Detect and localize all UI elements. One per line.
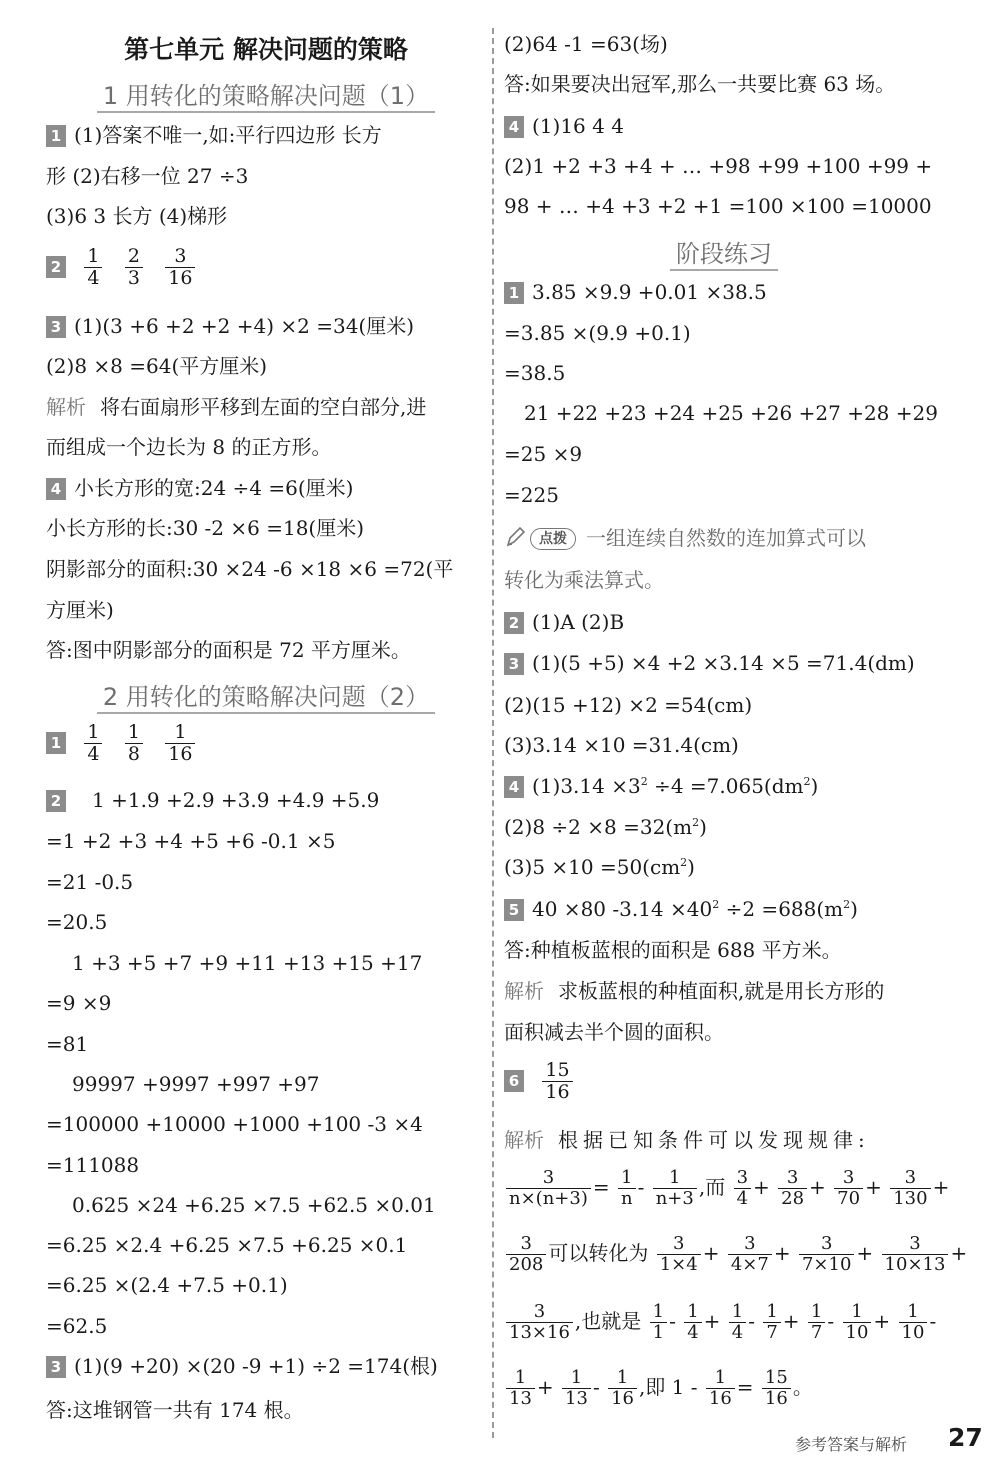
p3-badge: 3 xyxy=(504,653,524,675)
p1-line-1: 1 3.85 ×9.9 +0.01 ×38.5 xyxy=(504,278,767,306)
fraction: $\frac{3}{n\times(n+3)}$ xyxy=(506,1168,591,1209)
p6-analysis-1: 解析 根据已知条件可以发现规律: xyxy=(504,1128,870,1152)
column-divider xyxy=(492,28,494,1438)
fraction: $\frac{1}{16}$ xyxy=(706,1368,735,1409)
s2-q3-badge: 3 xyxy=(46,1356,66,1378)
fraction: $\frac{1}{10}$ xyxy=(899,1302,928,1343)
p1-line-2: =3.85 ×(9.9 +0.1) xyxy=(504,321,691,345)
p5-answer: 答:种植板蓝根的面积是 688 平方米。 xyxy=(504,938,842,962)
section-1-title: 1 用转化的策略解决问题（1） xyxy=(46,76,486,111)
r4-line-3: 98 + … +4 +3 +2 +1 =100 ×100 =10000 xyxy=(504,194,932,218)
fraction: $\frac{1}{7}$ xyxy=(808,1302,825,1343)
fraction: $\frac{15}{16}$ xyxy=(542,1060,572,1103)
pencil-icon xyxy=(504,525,530,547)
p2-line: 2 (1)A (2)B xyxy=(504,608,624,636)
s2-q3-line-1: 3 (1)(9 +20) ×(20 -9 +1) ÷2 =174(根) xyxy=(46,1352,438,1380)
fraction: $\frac{1}{4}$ xyxy=(684,1302,701,1343)
r4-badge: 4 xyxy=(504,116,524,138)
p1-line-5: =25 ×9 xyxy=(504,442,583,466)
fraction: $\frac{1}{1}$ xyxy=(650,1302,667,1343)
p1-badge: 1 xyxy=(504,282,524,304)
p1-line-4: 21 +22 +23 +24 +25 +26 +27 +28 +29 xyxy=(524,401,938,425)
p6-analysis-5: $\frac{1}{13}$ + $\frac{1}{13}$ - $\frac{1}{16}$ ,即 1 - $\frac{1}{16}$ = $\frac{15}{16}$ 。 xyxy=(504,1368,813,1409)
s2-q2-line-3: =21 -0.5 xyxy=(46,870,134,894)
q3-badge: 3 xyxy=(46,316,66,338)
tip-badge: 点拨 xyxy=(530,528,576,550)
fraction: $\frac{3}{208}$ xyxy=(506,1234,546,1275)
q3-line-2: (2)8 ×8 =64(平方厘米) xyxy=(46,354,268,378)
p4-line-3: $(3)5 \times 10 =50(cm^2)$ xyxy=(504,855,695,879)
q3-analysis-1: 解析 将右面扇形平移到左面的空白部分,进 xyxy=(46,395,427,419)
q1-badge: 1 xyxy=(46,125,66,147)
unit-title: 第七单元 解决问题的策略 xyxy=(124,35,408,64)
fraction: $\frac{3}{10\times 13}$ xyxy=(882,1234,949,1275)
s2-q2-line-10: =111088 xyxy=(46,1153,140,1177)
q4-line-2: 小长方形的长:30 -2 ×6 =18(厘米) xyxy=(46,516,365,540)
fraction: $\frac{1}{7}$ xyxy=(763,1302,780,1343)
p5-line-1: 5 40 ×80 $-3.14 \times 40^2 \div 2 =688(m^2)$ xyxy=(504,895,858,923)
tip-line-1: 点拨 一组连续自然数的连加算式可以 xyxy=(504,524,866,552)
s2-q2-line-8: 99997 +9997 +997 +97 xyxy=(72,1072,320,1096)
p2-badge: 2 xyxy=(504,612,524,634)
analysis-label: 解析 xyxy=(504,979,544,1003)
fraction: $\frac{1}{10}$ xyxy=(843,1302,872,1343)
fraction: $\frac{2}{3}$ xyxy=(125,246,143,289)
q2-badge: 2 xyxy=(46,256,66,278)
p6-analysis-3: $\frac{3}{208}$ 可以转化为 $\frac{3}{1\times 4}$ + $\frac{3}{4\times 7}$ + $\frac{3}{7\times 10}$ + $\frac{3}{10\times 13}$ + xyxy=(504,1234,967,1275)
fraction: $\frac{3}{1\times 4}$ xyxy=(657,1234,701,1275)
q3-line-1: 3 (1)(3 +6 +2 +2 +4) ×2 =34(厘米) xyxy=(46,312,414,340)
fraction: $\frac{1}{16}$ xyxy=(165,722,195,765)
tip-line-2: 转化为乘法算式。 xyxy=(504,568,664,592)
p4-line-1: 4 $(1)3.14 \times 3^2 \div 4 =7.065(dm^2)$ xyxy=(504,772,818,800)
p5-analysis-1: 解析 求板蓝根的种植面积,就是用长方形的 xyxy=(504,979,885,1003)
s2-q2-line-11: 0.625 ×24 +6.25 ×7.5 +62.5 ×0.01 xyxy=(72,1193,436,1217)
p3-line-3: (3)3.14 ×10 =31.4(cm) xyxy=(504,733,739,757)
q4-badge: 4 xyxy=(46,478,66,500)
q4-answer: 答:图中阴影部分的面积是 72 平方厘米。 xyxy=(46,638,411,662)
fraction: $\frac{1}{4}$ xyxy=(84,722,102,765)
footer-label: 参考答案与解析 xyxy=(795,1435,908,1454)
q1-line-1: 1 (1)答案不唯一,如:平行四边形 长方 xyxy=(46,121,382,149)
s2-q2-line-9: =100000 +10000 +1000 +100 -3 ×4 xyxy=(46,1112,423,1136)
p5-badge: 5 xyxy=(504,899,524,921)
fraction: $\frac{15}{16}$ xyxy=(762,1368,791,1409)
r4-line-1: 4 (1)16 4 4 xyxy=(504,112,624,140)
q4-line-3: 阴影部分的面积:30 ×24 -6 ×18 ×6 =72(平 xyxy=(46,557,454,581)
p4-badge: 4 xyxy=(504,776,524,798)
s2-q2-line-12: =6.25 ×2.4 +6.25 ×7.5 +6.25 ×0.1 xyxy=(46,1233,408,1257)
fraction: $\frac{3}{4\times 7}$ xyxy=(728,1234,772,1275)
fraction: $\frac{3}{4}$ xyxy=(734,1168,751,1209)
p3-line-2: (2)(15 +12) ×2 =54(cm) xyxy=(504,693,753,717)
p5-analysis-2: 面积减去半个圆的面积。 xyxy=(504,1020,724,1044)
p6-analysis-2: $\frac{3}{n\times(n+3)}$ = $\frac{1}{n}$ - $\frac{1}{n+3}$ ,而 $\frac{3}{4}$ + $\frac{3}{28}$ + $\frac{3}{70}$ + $\frac{3}{130}$ + xyxy=(504,1168,949,1209)
p4-line-2: $(2)8 \div 2 \times 8 =32(m^2)$ xyxy=(504,815,707,839)
p6-analysis-4: $\frac{3}{13\times 16}$ ,也就是 $\frac{1}{1}$ - $\frac{1}{4}$ + $\frac{1}{4}$ - $\frac{1}{7}$ + $\frac{1}{7}$ - $\frac{1}{10}$ + $\frac{1}{10}$ - xyxy=(504,1302,936,1343)
s2-q2-line-6: =9 ×9 xyxy=(46,991,112,1015)
s2-q3-answer: 答:这堆钢管一共有 174 根。 xyxy=(46,1398,304,1422)
q4-line-4: 方厘米) xyxy=(46,598,114,622)
s2-q1-line xyxy=(46,722,207,765)
p1-line-6: =225 xyxy=(504,483,559,507)
fraction: $\frac{3}{28}$ xyxy=(778,1168,807,1209)
s2-q2-line-14: =62.5 xyxy=(46,1314,108,1338)
p3-line-1: 3 (1)(5 +5) ×4 +2 ×3.14 ×5 =71.4(dm) xyxy=(504,649,915,677)
s2-q2-line-7: =81 xyxy=(46,1032,89,1056)
r-line-2: 答:如果要决出冠军,那么一共要比赛 63 场。 xyxy=(504,72,896,96)
fraction: $\frac{3}{16}$ xyxy=(165,246,195,289)
s2-q2-line-13: =6.25 ×(2.4 +7.5 +0.1) xyxy=(46,1273,288,1297)
s2-q2-line-5: 1 +3 +5 +7 +9 +11 +13 +15 +17 xyxy=(72,951,423,975)
p6-line xyxy=(504,1060,585,1103)
stage-practice-title: 阶段练习 xyxy=(504,234,944,269)
analysis-label: 解析 xyxy=(46,395,86,419)
r4-line-2: (2)1 +2 +3 +4 + … +98 +99 +100 +99 + xyxy=(504,154,933,178)
fraction: $\frac{3}{70}$ xyxy=(834,1168,863,1209)
p6-badge: 6 xyxy=(504,1070,524,1092)
q4-line-1: 4 小长方形的宽:24 ÷4 =6(厘米) xyxy=(46,474,353,502)
s2-q2-line-1: 2 1 +1.9 +2.9 +3.9 +4.9 +5.9 xyxy=(46,786,379,814)
fraction: $\frac{3}{13\times 16}$ xyxy=(506,1302,573,1343)
fraction: $\frac{1}{8}$ xyxy=(125,722,143,765)
fraction: $\frac{1}{16}$ xyxy=(608,1368,637,1409)
fraction: $\frac{3}{130}$ xyxy=(890,1168,930,1209)
p1-line-3: =38.5 xyxy=(504,361,566,385)
section-2-title: 2 用转化的策略解决问题（2） xyxy=(46,677,486,712)
fraction: $\frac{1}{13}$ xyxy=(506,1368,535,1409)
fraction: $\frac{1}{n+3}$ xyxy=(653,1168,697,1209)
s2-q2-line-2: =1 +2 +3 +4 +5 +6 -0.1 ×5 xyxy=(46,829,336,853)
fraction: $\frac{1}{n}$ xyxy=(618,1168,636,1209)
s2-q1-badge: 1 xyxy=(46,732,66,754)
fraction: $\frac{1}{4}$ xyxy=(84,246,102,289)
fraction: $\frac{1}{4}$ xyxy=(729,1302,746,1343)
q2-line xyxy=(46,246,207,289)
analysis-label: 解析 xyxy=(504,1128,544,1152)
q1-line-3: (3)6 3 长方 (4)梯形 xyxy=(46,204,228,228)
fraction: $\frac{1}{13}$ xyxy=(562,1368,591,1409)
s2-q2-line-4: =20.5 xyxy=(46,910,108,934)
r-line-1: (2)64 -1 =63(场) xyxy=(504,32,668,56)
s2-q2-badge: 2 xyxy=(46,790,66,812)
q3-analysis-2: 而组成一个边长为 8 的正方形。 xyxy=(46,435,332,459)
q1-line-2: 形 (2)右移一位 27 ÷3 xyxy=(46,164,249,188)
page-number: 27 xyxy=(948,1423,983,1452)
fraction: $\frac{3}{7\times 10}$ xyxy=(799,1234,854,1275)
